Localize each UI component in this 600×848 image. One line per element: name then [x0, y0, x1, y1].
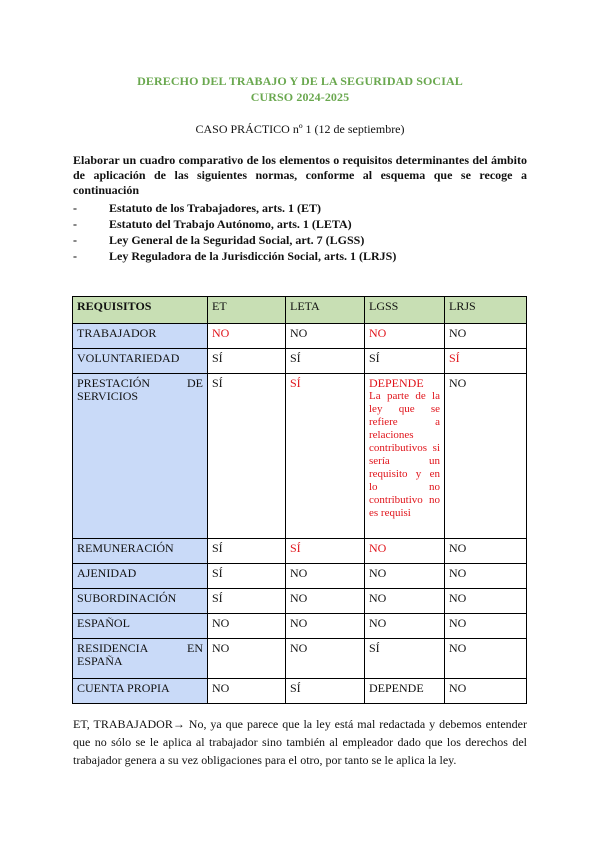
req-cell: AJENIDAD [73, 564, 208, 589]
cell-leta: SÍ [286, 539, 365, 564]
cell-lrjs: NO [445, 564, 527, 589]
table-row [73, 589, 527, 614]
commentary-text: ET, TRABAJADOR→ No, ya que parece que la ley está mal redactada y debemos entender que no sólo se le aplica al trabajador sino también al empleador dado que los derechos del trabajador genera a su vez obligaciones para el otro, por tanto se le aplica la ley. [73, 717, 527, 767]
table-row [73, 564, 527, 589]
cell-lrjs: NO [445, 589, 527, 614]
cell-et: SÍ [208, 349, 286, 374]
cell-lgss: SÍ [365, 349, 445, 374]
header-lrjs: LRJS [445, 297, 527, 324]
cell-leta: NO [286, 324, 365, 349]
table-row [73, 349, 527, 374]
cell-lrjs: SÍ [445, 349, 527, 374]
req-cell: SUBORDINACIÓN [73, 589, 208, 614]
cell-leta: SÍ [286, 349, 365, 374]
norm-et: Estatuto de los Trabajadores, arts. 1 (ET) [109, 201, 322, 215]
req-label: RESIDENCIA EN ESPAÑA [77, 641, 203, 668]
list-item: - Estatuto del Trabajo Autónomo, arts. 1 (LETA) [73, 217, 352, 231]
cell-leta: NO [286, 614, 365, 639]
norm-lgss: Ley General de la Seguridad Social, art. 7 (LGSS) [109, 233, 365, 247]
cell-lgss: NO [365, 589, 445, 614]
cell-lgss [365, 374, 445, 539]
cell-leta: SÍ [286, 374, 365, 539]
cell-lrjs: NO [445, 679, 527, 704]
cell-et: NO [208, 614, 286, 639]
cell-et: NO [208, 639, 286, 679]
comparison-table [72, 296, 527, 704]
table-row [73, 374, 527, 539]
cell-lrjs: NO [445, 324, 527, 349]
case-title: CASO PRÁCTICO nº 1 (12 de septiembre) [195, 122, 405, 136]
norm-lrjs: Ley Reguladora de la Jurisdicción Social, arts. 1 (LRJS) [109, 249, 397, 263]
commentary [73, 715, 527, 769]
cell-leta: NO [286, 564, 365, 589]
cell-et: SÍ [208, 539, 286, 564]
cell-et: NO [208, 324, 286, 349]
req-cell: VOLUNTARIEDAD [73, 349, 208, 374]
req-cell: TRABAJADOR [73, 324, 208, 349]
req-cell [73, 374, 208, 539]
cell-lgss: NO [365, 324, 445, 349]
req-cell: CUENTA PROPIA [73, 679, 208, 704]
instructions [73, 153, 527, 198]
table-header-row [73, 297, 527, 324]
course-year: CURSO 2024-2025 [250, 90, 350, 104]
norms-list [73, 200, 527, 264]
req-cell: ESPAÑOL [73, 614, 208, 639]
instructions-text: Elaborar un cuadro comparativo de los elementos o requisitos determinantes del ámbito de aplicación de las siguientes normas, conforme al esquema que se recoge a continuación [73, 153, 527, 197]
list-item: - Ley General de la Seguridad Social, art. 7 (LGSS) [73, 233, 365, 247]
cell-lgss: DEPENDE [365, 679, 445, 704]
table-row [73, 679, 527, 704]
lgss-depende: DEPENDE [369, 376, 424, 390]
table-row [73, 639, 527, 679]
cell-lgss: NO [365, 539, 445, 564]
table-row [73, 324, 527, 349]
cell-et: SÍ [208, 589, 286, 614]
list-item: - Ley Reguladora de la Jurisdicción Social, arts. 1 (LRJS) [73, 249, 397, 263]
table-row [73, 539, 527, 564]
cell-lrjs: NO [445, 639, 527, 679]
lgss-note: La parte de la ley que se refiere a relaciones contributivos si sería un requisito y en lo no contributivo no es requisi [369, 390, 440, 519]
cell-leta: NO [286, 589, 365, 614]
cell-leta: SÍ [286, 679, 365, 704]
cell-lgss: NO [365, 614, 445, 639]
cell-lrjs: NO [445, 539, 527, 564]
req-cell [73, 639, 208, 679]
header-requisitos: REQUISITOS [73, 297, 208, 324]
req-cell: REMUNERACIÓN [73, 539, 208, 564]
table-row [73, 614, 527, 639]
cell-lgss: SÍ [365, 639, 445, 679]
req-label: PRESTACIÓN DE SERVICIOS [77, 376, 203, 403]
cell-lrjs: NO [445, 374, 527, 539]
course-title: DERECHO DEL TRABAJO Y DE LA SEGURIDAD SOCIAL [137, 74, 463, 88]
cell-lgss: NO [365, 564, 445, 589]
cell-et: NO [208, 679, 286, 704]
header-lgss: LGSS [365, 297, 445, 324]
header-et: ET [208, 297, 286, 324]
cell-lrjs: NO [445, 614, 527, 639]
cell-et: SÍ [208, 374, 286, 539]
cell-et: SÍ [208, 564, 286, 589]
list-item: - Estatuto de los Trabajadores, arts. 1 (ET) [73, 201, 322, 215]
norm-leta: Estatuto del Trabajo Autónomo, arts. 1 (LETA) [109, 217, 352, 231]
header-leta: LETA [286, 297, 365, 324]
cell-leta: NO [286, 639, 365, 679]
